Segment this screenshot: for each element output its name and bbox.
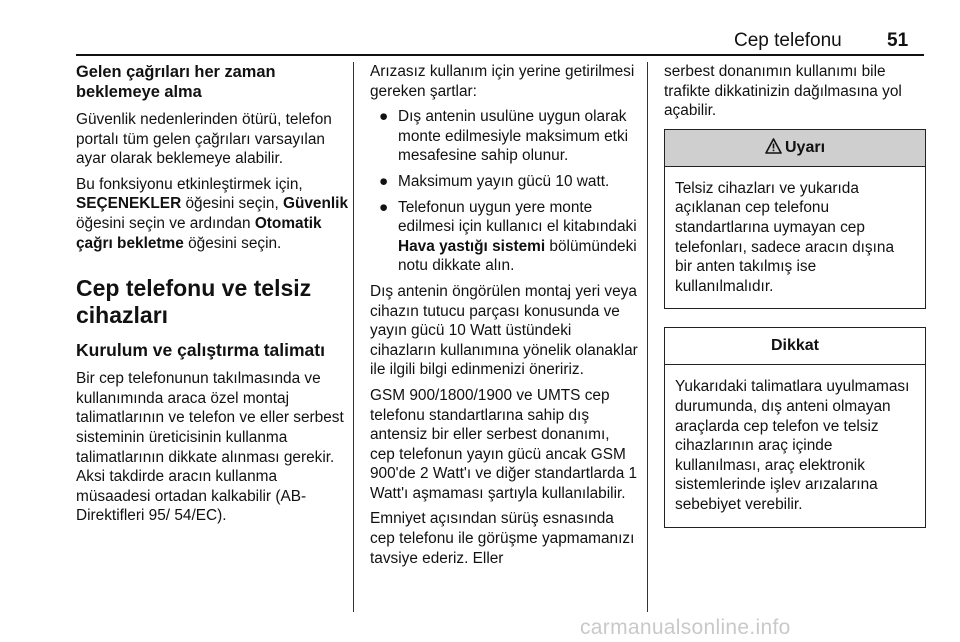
watermark: carmanualsonline.info bbox=[580, 616, 791, 639]
list-item bbox=[370, 198, 638, 276]
list-item bbox=[370, 107, 638, 166]
incoming-calls-heading: Gelen çağrıları her zaman beklemeye alma bbox=[76, 63, 276, 101]
paragraph: Dış antenin öngörülen montaj yeri veya cihazın tutucu parçası konusunda ve yayın gücü 10 Watt üstündeki cihazların kullanımına yönelik olanaklar ile ilgili bilgi edinmenizi öneririz. bbox=[370, 282, 638, 379]
paragraph bbox=[76, 175, 352, 253]
conditions-list bbox=[370, 107, 638, 276]
page-header bbox=[0, 0, 960, 56]
list-item-text: Maksimum yayın gücü 10 watt. bbox=[398, 172, 610, 190]
warning-text: Telsiz cihazları ve yukarıda açıklanan cep telefonu standartlarına uymayan cep telefonları, sadece aracın dışına bir anten takılmış ise kullanılmalıdır. bbox=[675, 179, 895, 295]
section-title: Cep telefonu ve telsiz cihazları bbox=[76, 275, 312, 329]
subsection-title: Kurulum ve çalıştırma talimatı bbox=[76, 340, 325, 361]
column-3 bbox=[664, 62, 926, 528]
menu-term-options: SEÇENEKLER bbox=[76, 195, 182, 213]
text-run: öğesini seçin ve ardından bbox=[76, 214, 255, 232]
bullet-icon: ● bbox=[379, 108, 389, 126]
menu-term-security: Güvenlik bbox=[283, 195, 349, 213]
airbag-system-term: Hava yastığı sistemi bbox=[398, 237, 546, 255]
text-run: öğesini seçin, bbox=[181, 195, 283, 213]
bullet-icon: ● bbox=[379, 198, 389, 216]
notice-text: Yukarıdaki talimatlara uyulmaması durumunda, dış anteni olmayan araçlarda cep telefon ve telsiz cihazlarının araç içinde kullanılması, araç elektronik sistemlerinde işlev arızalarına sebebiyet verebilir. bbox=[675, 378, 910, 513]
notice-title: Dikkat bbox=[665, 328, 925, 365]
page-number: 51 bbox=[887, 30, 909, 51]
paragraph: GSM 900/1800/1900 ve UMTS cep telefonu standartlarına sahip dış antensiz bir eller serbest donanımı, cep telefonun yayın gücü ancak GSM 900'de 2 Watt'ı ve diğer standartlarda 1 Watt'ı aşmaması şartıyla kullanılabilir. bbox=[370, 386, 638, 502]
text-run: Bu fonksiyonu etkinleştirmek için, bbox=[76, 175, 303, 193]
list-item bbox=[370, 172, 638, 192]
menu-term-auto-hold: Otomatik çağrı bekletme bbox=[76, 214, 322, 252]
column-1 bbox=[76, 62, 352, 532]
warning-title: Uyarı bbox=[784, 138, 826, 156]
notice-box bbox=[664, 327, 926, 527]
column-divider-2 bbox=[647, 62, 648, 612]
column-divider-1 bbox=[353, 62, 354, 612]
text-run: öğesini seçin. bbox=[183, 234, 282, 252]
list-item-text: Dış antenin usulüne uygun olarak monte edilmesiyle maksimum etki mesafesine sahip olunur. bbox=[398, 108, 629, 165]
paragraph: Arızasız kullanım için yerine getirilmesi gereken şartlar: bbox=[370, 63, 635, 100]
header-rule bbox=[76, 54, 924, 56]
warning-box bbox=[664, 129, 926, 310]
paragraph: serbest donanımın kullanımı bile trafikte dikkatinizin dağılmasına yol açabilir. bbox=[664, 63, 902, 120]
paragraph: Emniyet açısından sürüş esnasında cep telefonu ile görüşme yapmamanızı tavsiye ederiz. Eller bbox=[370, 510, 635, 567]
list-item-text: Telefonun uygun yere monte edilmesi için kullanıcı el kitabındaki bbox=[398, 198, 637, 236]
warning-icon bbox=[765, 138, 782, 154]
warning-header bbox=[665, 130, 925, 167]
list-item-text: bölümündeki notu dikkate alın. bbox=[398, 237, 637, 275]
paragraph: Bir cep telefonunun takılmasında ve kullanımında araca özel montaj talimatlarının ve telefon ve eller serbest sisteminin üreticisinin kullanma talimatlarının dikkate alınması gerekir. Aksi takdirde aracın kullanma müsaadesi ortadan kalkabilir (AB-Direktifleri 95/ 54/EC). bbox=[76, 370, 344, 525]
bullet-icon: ● bbox=[379, 172, 389, 190]
page-header-title: Cep telefonu bbox=[734, 30, 842, 51]
paragraph: Güvenlik nedenlerinden ötürü, telefon portalı tüm gelen çağrıları varsayılan ayar olarak beklemeye alabilir. bbox=[76, 111, 332, 168]
column-2 bbox=[370, 62, 638, 574]
